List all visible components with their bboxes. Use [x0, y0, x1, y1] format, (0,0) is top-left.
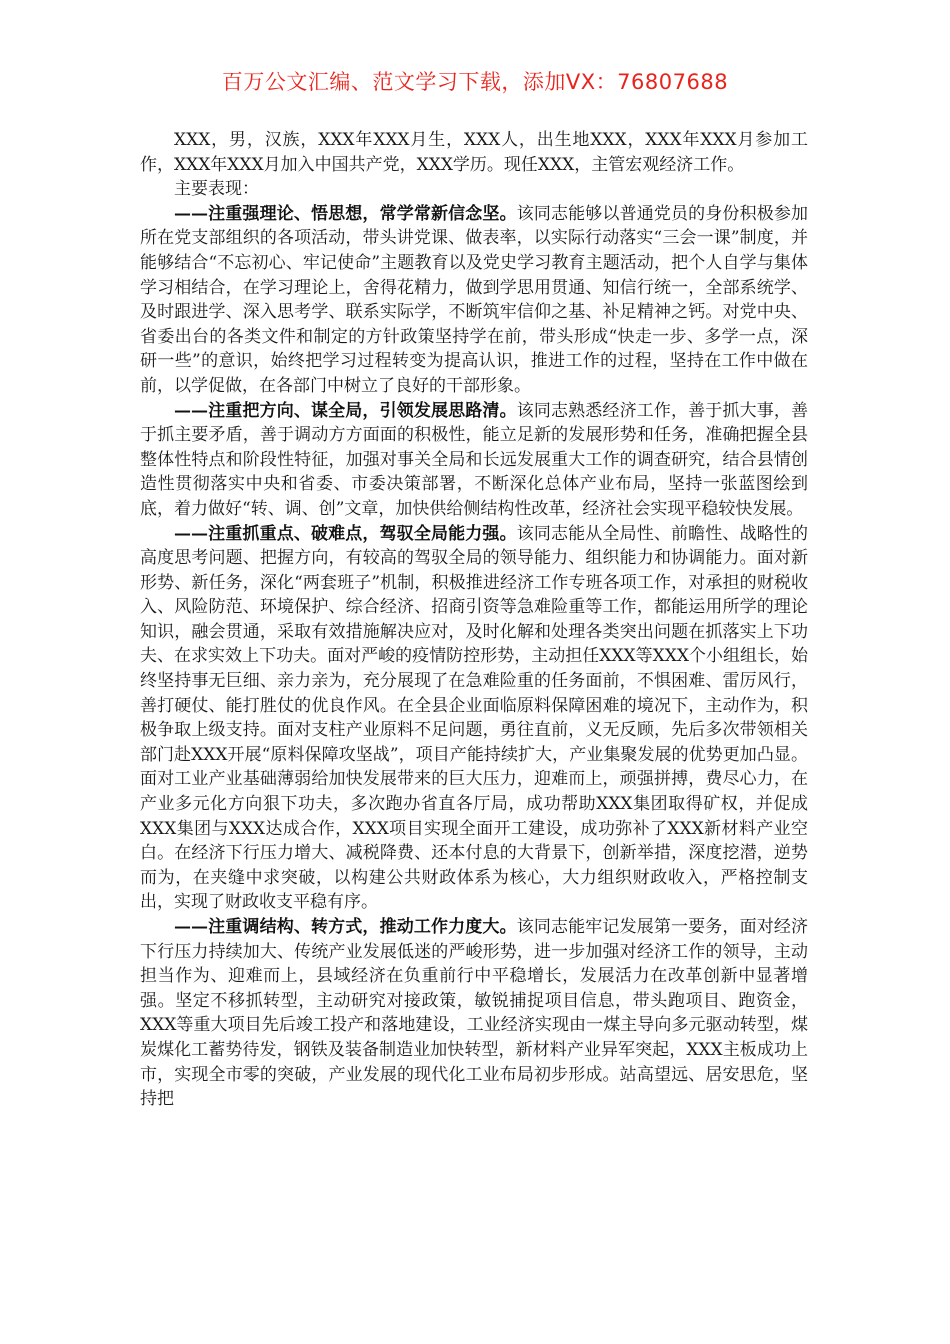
section-body: 该同志能牢记发展第一要务，面对经济下行压力持续加大、传统产业发展低迷的严峻形势，进一步加强对经济工作的领导，主动担当作为、迎难而上，县域经济在负重前行中平稳增长，发展活力在改革创新中显著增强。坚定不移抓转型，主动研究对接政策，敏锐捕捉项目信息，带头跑项目、跑资金，XXX等重大项目先后竣工投产和落地建设，工业经济实现由一煤主导向多元驱动转型，煤炭煤化工蓄势待发，钢铁及装备制造业加快转型，新材料产业异军突起，XXX主板成功上市，实现全市零的突破，产业发展的现代化工业布局初步形成。站高望远、居安思危，坚持把 — [140, 917, 809, 1110]
section-paragraph-theory — [140, 202, 808, 399]
intro-paragraph: XXX，男，汉族，XXX年XXX月生，XXX人，出生地XXX，XXX年XXX月参加工作，XXX年XXX月加入中国共产党，XXX学历。现任XXX，主管宏观经济工作。 — [140, 130, 808, 175]
section-paragraph-direction — [140, 399, 808, 522]
page-header-banner: 百万公文汇编、范文学习下载，添加VX：76807688 — [221, 70, 729, 94]
section-heading: ——注重调结构、转方式，推动工作力度大。 — [174, 917, 517, 937]
section-body: 该同志熟悉经济工作，善于抓大事，善于抓主要矛盾，善于调动方方面面的积极性，能立足新的发展形势和任务，准确把握全县整体性特点和阶段性特征，加强对事关全局和长远发展重大工作的调查研究，结合县情创造性贯彻落实中央和省委、市委决策部署，不断深化总体产业布局，坚持一张蓝图绘到底，着力做好“转、调、创”文章，加快供给侧结构性改革，经济社会实现平稳较快发展。 — [140, 400, 809, 519]
document-body — [140, 128, 808, 1112]
section-label: 主要表现： — [174, 179, 259, 200]
section-heading: ——注重抓重点、破难点，驾驭全局能力强。 — [174, 523, 517, 544]
section-paragraph-priorities — [140, 522, 808, 916]
section-body: 该同志能从全局性、前瞻性、战略性的高度思考问题、把握方向，有较高的驾驭全局的领导能力、组织能力和协调能力。面对新形势、新任务，深化“两套班子”机制，积极推进经济工作专班各项工作，对承担的财税收入、风险防范、环境保护、综合经济、招商引资等急难险重等工作，都能运用所学的理论知识，融会贯通，采取有效措施解决应对，及时化解和处理各类突出问题在抓落实上下功夫、在求实效上下功夫。面对严峻的疫情防控形势，主动担任XXX等XXX个小组组长，始终坚持事无巨细、亲力亲为，充分展现了在急难险重的任务面前，不惧困难、雷厉风行，善打硬仗、能打胜仗的优良作风。在全县企业面临原料保障困难的境况下，主动作为，积极争取上级支持。面对支柱产业原料不足问题，勇往直前，义无反顾，先后多次带领相关部门赴XXX开展“原料保障攻坚战”，项目产能持续扩大，产业集聚发展的优势更加凸显。面对工业产业基础薄弱给加快发展带来的巨大压力，迎难而上，顽强拼搏，费尽心力，在产业多元化方向狠下功夫，多次跑办省直各厅局，成功帮助XXX集团取得矿权，并促成XXX集团与XXX达成合作，XXX项目实现全面开工建设，成功弥补了XXX新材料产业空白。在经济下行压力增大、减税降费、还本付息的大背景下，创新举措，深度挖潜，逆势而为，在夹缝中求突破，以构建公共财政体系为核心，大力组织财政收入，严格控制支出，实现了财政收支平稳有序。 — [140, 523, 809, 913]
section-heading: ——注重强理论、悟思想，常学常新信念坚。 — [174, 203, 517, 224]
section-paragraph-structure — [140, 915, 808, 1112]
section-heading: ——注重把方向、谋全局，引领发展思路清。 — [174, 400, 517, 421]
section-body: 该同志能够以普通党员的身份积极参加所在党支部组织的各项活动，带头讲党课、做表率，以实际行动落实“三会一课”制度，并能够结合“不忘初心、牢记使命”主题教育以及党史学习教育主题活动，把个人自学与集体学习相结合，在学习理论上，舍得花精力，做到学思用贯通、知信行统一，全部系统学、及时跟进学、深入思考学、联系实际学，不断筑牢信仰之基、补足精神之钙。对党中央、省委出台的各类文件和制定的方针政策坚持学在前，带头形成“快走一步、多学一点，深研一些”的意识，始终把学习过程转变为提高认识，推进工作的过程，坚持在工作中做在前，以学促做，在各部门中树立了良好的干部形象。 — [140, 203, 809, 396]
